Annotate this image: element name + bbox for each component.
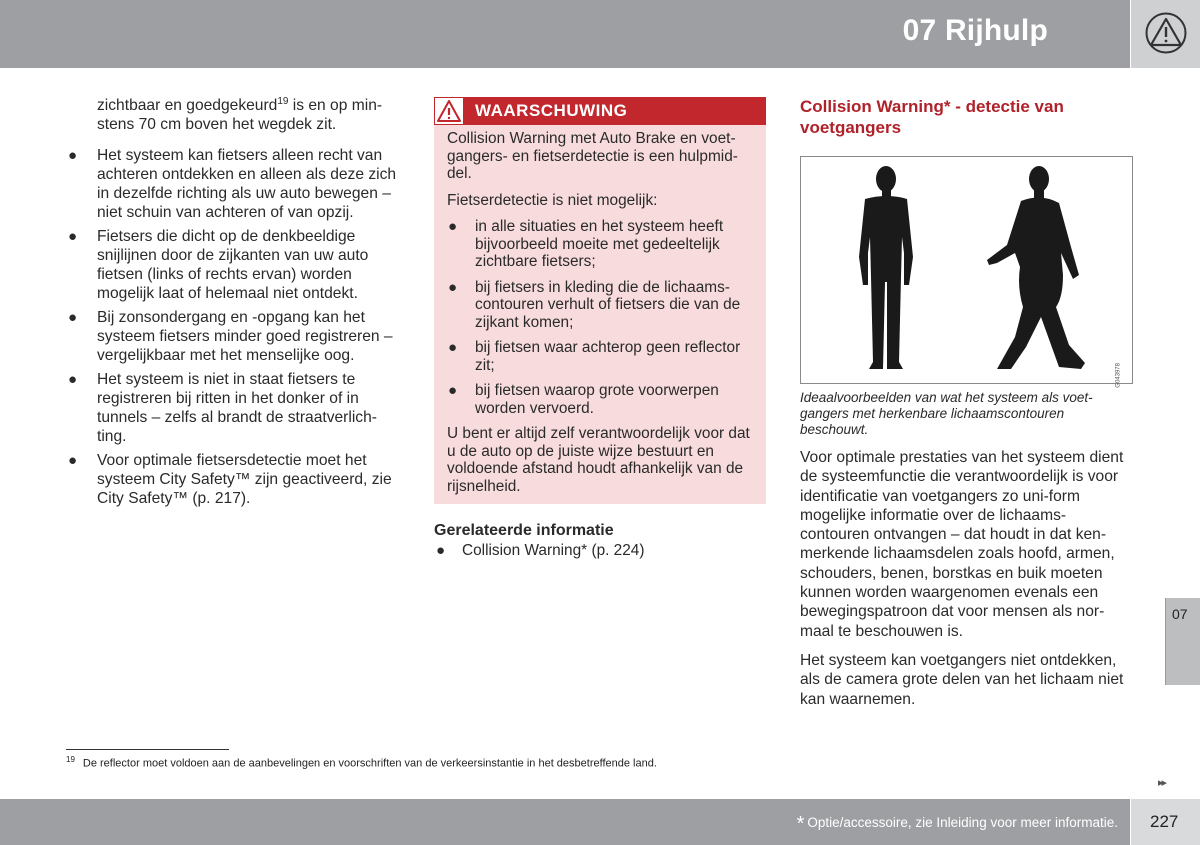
footer-note — [797, 813, 1118, 836]
list-item: ● bij fietsen waar achterop geen reflector zit; — [448, 339, 741, 374]
warning-paragraph: Collision Warning met Auto Brake en voet-gangers- en fietserdetectie is een hulpmid-del. — [447, 130, 738, 182]
bullet-icon: ● — [68, 371, 78, 388]
continuation-text: zichtbaar en goedgekeurd — [97, 97, 278, 114]
warning-icon-box — [435, 98, 463, 124]
bullet-icon: ● — [448, 278, 458, 296]
next-page-icon[interactable]: ▸▸ — [1158, 777, 1166, 789]
bullet-icon: ● — [436, 542, 446, 559]
continuation-rest: is en op min-stens 70 cm boven het wegdek zit. — [97, 97, 383, 133]
column-left — [66, 96, 398, 513]
list-item: ● Het systeem kan fietsers alleen recht van achteren ontdekken en alleen als deze zich in dezelfde richting als uw auto bewegen – niet schuin van achteren of van opzij. — [68, 147, 397, 221]
warning-list — [447, 218, 757, 417]
footer-note-text: Optie/accessoire, zie Inleiding voor meer informatie. — [807, 815, 1118, 830]
warning-triangle-icon — [437, 99, 461, 123]
chapter-side-tab[interactable] — [1165, 598, 1200, 685]
warning-header — [434, 97, 766, 125]
list-item: ● bij fietsers in kleding die de lichaams-contouren verhult of fietsers die van de zijkant komen; — [448, 278, 741, 331]
body-paragraph: Het systeem kan voetgangers niet ontdekken, als de camera grote delen van het lichaam niet kan waarnemen. — [800, 651, 1124, 708]
bullet-icon: ● — [448, 339, 458, 356]
footnote-divider — [66, 749, 229, 750]
warning-box — [434, 97, 766, 504]
section-title: Collision Warning* - detectie van voetgangers — [800, 97, 1064, 137]
bullet-icon: ● — [68, 147, 78, 164]
page-header — [0, 0, 1130, 68]
list-item: ● Bij zonsondergang en -opgang kan het systeem fietsers minder goed registreren – vergelijkbaar met het menselijke oog. — [68, 309, 393, 364]
bullet-icon: ● — [68, 452, 78, 469]
warning-triangle-icon — [1144, 12, 1188, 54]
column-right — [800, 96, 1135, 138]
standing-person-icon — [801, 157, 1134, 385]
warning-paragraph: U bent er altijd zelf verantwoordelijk voor dat u de auto op de juiste wijze bestuurt en voldoende afstand houdt afhankelijk van de rijsnelheid. — [447, 425, 750, 495]
figure-caption: Ideaalvoorbeelden van wat het systeem als voet-gangers met herkenbare lichaamscontouren beschouwt. — [800, 390, 1093, 437]
bullet-icon: ● — [448, 218, 458, 235]
list-item: ● Voor optimale fietsersdetectie moet het systeem City Safety™ zijn geactiveerd, zie City Safety™ (p. 217). — [68, 452, 392, 507]
footnote-reference: 19 — [277, 95, 289, 107]
bullet-icon: ● — [68, 228, 78, 245]
list-item: ● bij fietsen waarop grote voorwerpen worden vervoerd. — [448, 382, 719, 417]
warning-title: WAARSCHUWING — [475, 101, 628, 120]
footnote-text: De reflector moet voldoen aan de aanbevelingen en voorschriften van de verkeersinstantie in het desbetreffende land. — [82, 757, 657, 770]
chapter-icon-box — [1131, 0, 1200, 68]
column-right-body — [800, 448, 1135, 719]
footnote — [66, 755, 657, 770]
chapter-title: 07 Rijhulp — [902, 14, 1048, 47]
limitation-list — [66, 146, 398, 508]
bullet-icon: ● — [448, 382, 458, 399]
continuation-paragraph — [66, 96, 398, 134]
list-item: ● in alle situaties en het systeem heeft bijvoorbeeld moeite met gedeeltelijk zichtbare fietsers; — [448, 218, 724, 270]
related-info-title: Gerelateerde informatie — [434, 522, 614, 539]
warning-body — [447, 130, 757, 504]
body-paragraph: Voor optimale prestaties van het systeem dient de systeemfunctie die verantwoordelijk is voor identificatie van voetgangers zo uni-form mogelijke informatie over de lichaams-contouren ontvangen – dat houdt in dat ken-merkende lichaamsdelen zoals hoofd, armen, schouders, benen, borstkas en buik moeten kunnen worden waargenomen evenals een bewegingspatroon dat voor mensen als nor-maal te beschouwen is. — [800, 449, 1124, 640]
figure-code: G043978 — [1116, 363, 1122, 388]
asterisk-icon: * — [796, 813, 805, 835]
related-list — [434, 542, 766, 560]
page-footer — [0, 799, 1130, 845]
list-item: ● Fietsers die dicht op de denkbeeldige snijlijnen door de zijkanten van uw auto fietsen (links of rechts ervan) worden mogelijk laat of helemaal niet ontdekt. — [68, 228, 369, 302]
chapter-tab-label: 07 — [1172, 606, 1188, 622]
bullet-icon: ● — [68, 309, 78, 326]
page-number-box — [1131, 799, 1200, 845]
list-item: ● Het systeem is niet in staat fietsers te registreren bij ritten in het donker of in tunnels – zelfs al brandt de straatverlich-ting. — [68, 371, 377, 445]
pedestrian-figure — [800, 156, 1133, 388]
walking-person-icon — [987, 166, 1085, 369]
related-link[interactable]: ● Collision Warning* (p. 224) — [436, 542, 645, 559]
footnote-number: 19 — [66, 755, 75, 764]
warning-paragraph: Fietserdetectie is niet mogelijk: — [447, 191, 658, 209]
related-info — [434, 522, 766, 565]
page-number: 227 — [1150, 812, 1179, 831]
